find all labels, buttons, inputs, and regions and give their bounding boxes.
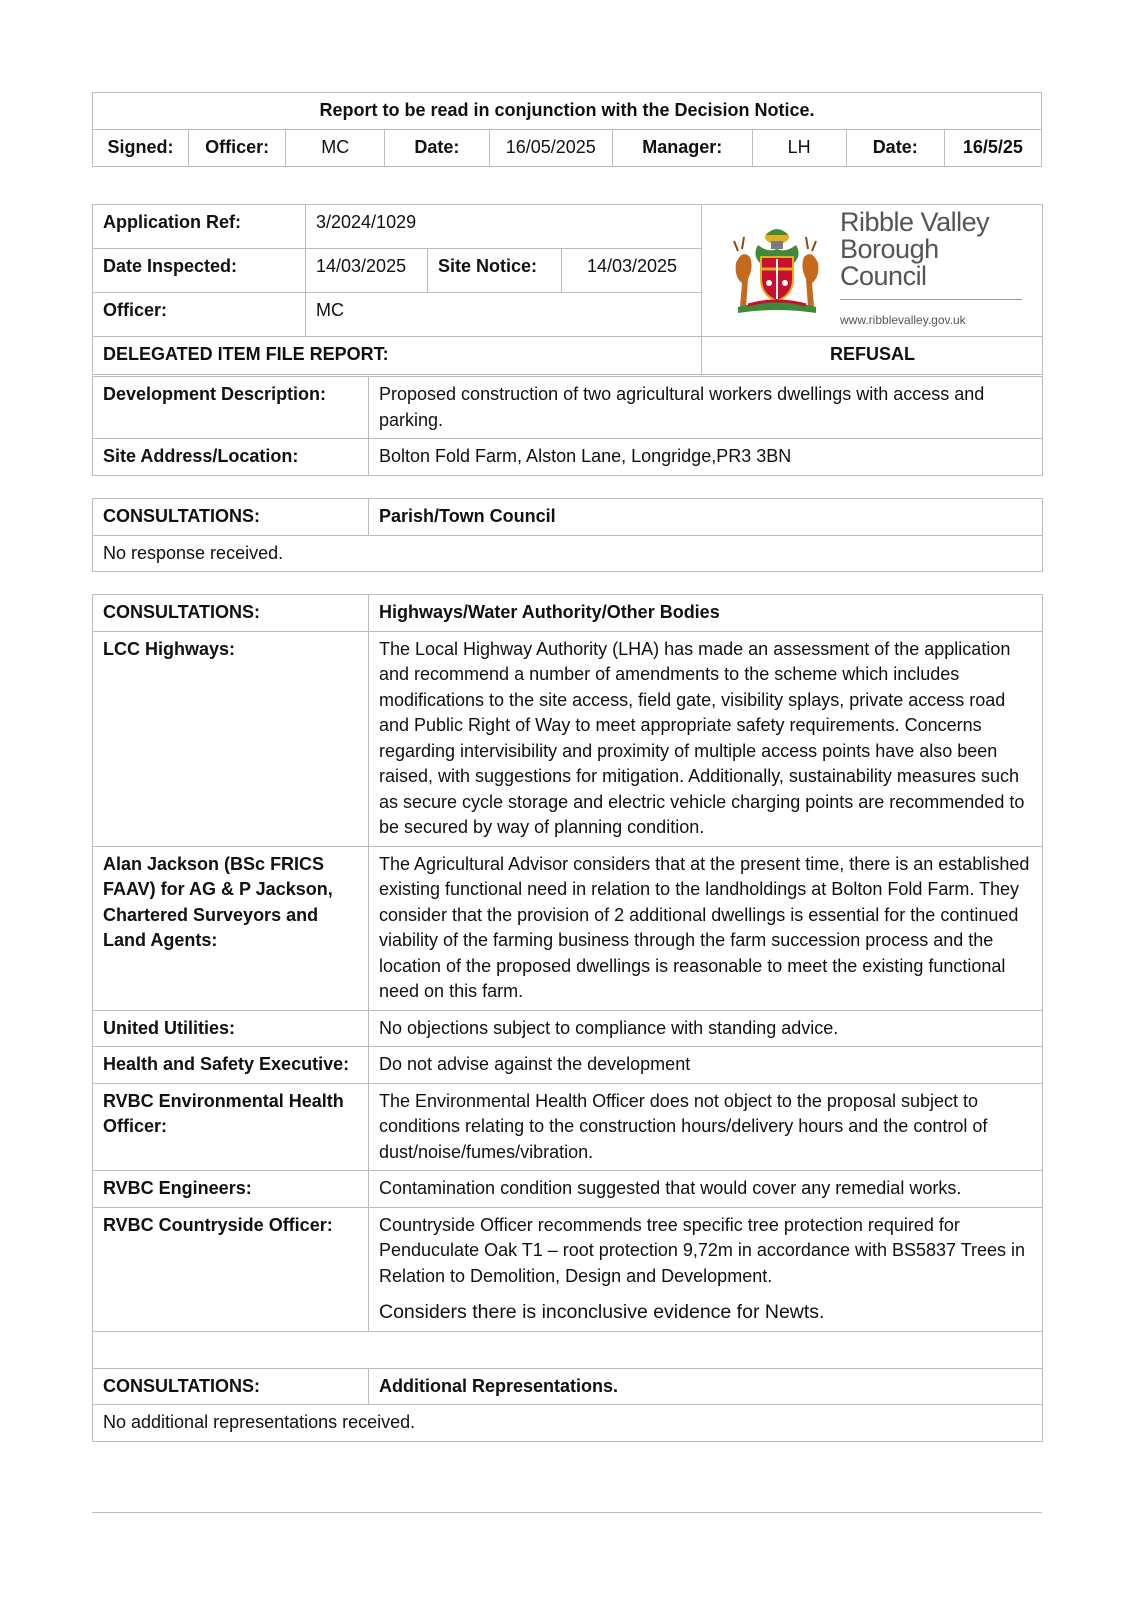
manager-label: Manager: [612,130,752,167]
site-address-value: Bolton Fold Farm, Alston Lane, Longridge,PR3 3BN [369,439,1043,476]
development-description-label: Development Description: [93,377,369,439]
date-value: 16/05/2025 [489,130,612,167]
site-address-label: Site Address/Location: [93,439,369,476]
decision-value: REFUSAL [702,336,1043,374]
parish-consultation-table [92,498,1042,572]
consultee-name: Alan Jackson (BSc FRICS FAAV) for AG & P Jackson, Chartered Surveyors and Land Agents: [93,846,369,1010]
signoff-table [92,92,1042,167]
consultee-row [93,1083,1043,1171]
parish-heading: Parish/Town Council [369,499,1043,536]
manager-value: LH [752,130,846,167]
logo-divider [840,299,1022,300]
additional-consultations-label: CONSULTATIONS: [93,1368,369,1405]
consultee-comment: Countryside Officer recommends tree specific tree protection required for Penduculate Oak T1 – root protection 9,72m in accordance with BS5837 Trees in Relation to Demolition, Design and Development. [379,1214,1026,1286]
officer-value: MC [286,130,385,167]
consultee-row [93,1047,1043,1084]
parish-consultations-label: CONSULTATIONS: [93,499,369,536]
bodies-consultation-table [92,594,1042,1442]
page-divider [92,1512,1042,1513]
consultee-name: RVBC Engineers: [93,1171,369,1208]
consultee-row [93,1207,1043,1331]
council-name-line2: Borough Council [840,234,939,291]
consultee-comment: The Agricultural Advisor considers that at the present time, there is an established existing functional need in relation to the landholdings at Bolton Fold Farm. They consider that the provision of 2 additional dwellings is essential for the continued viability of the farming business through the farm succession process and the location of the proposed dwellings is reasonable to meet the existing functional need on this farm. [369,846,1043,1010]
consultee-name: LCC Highways: [93,631,369,846]
consultee-row [93,1010,1043,1047]
signed-label: Signed: [93,130,189,167]
empty-row [93,1331,1043,1368]
site-notice-label: Site Notice: [428,248,562,292]
site-notice-value: 14/03/2025 [562,248,702,292]
council-website: www.ribblevalley.gov.uk [840,313,966,327]
bodies-heading: Highways/Water Authority/Other Bodies [369,595,1043,632]
application-ref-value: 3/2024/1029 [306,205,702,249]
consultee-name: RVBC Countryside Officer: [93,1207,369,1331]
application-ref-label: Application Ref: [93,205,306,249]
additional-response: No additional representations received. [93,1405,1043,1442]
council-name-line1: Ribble Valley [840,207,990,237]
officer-label: Officer: [189,130,286,167]
consultee-comment: The Environmental Health Officer does not object to the proposal subject to conditions relating to the construction hours/delivery hours and the control of dust/noise/fumes/vibration. [369,1083,1043,1171]
date-label: Date: [385,130,489,167]
development-table [92,376,1042,476]
report-title: Report to be read in conjunction with the Decision Notice. [93,93,1042,130]
consultee-comment-cell [369,1207,1043,1331]
date-inspected-label: Date Inspected: [93,248,306,292]
consultee-comment: No objections subject to compliance with standing advice. [369,1010,1043,1047]
council-crest-icon [728,223,826,319]
consultee-row [93,846,1043,1010]
date-inspected-value: 14/03/2025 [306,248,428,292]
consultee-row [93,1171,1043,1208]
consultee-comment-extra: Considers there is inconclusive evidence for Newts. [379,1301,825,1323]
manager-date-value: 16/5/25 [944,130,1041,167]
consultee-comment: The Local Highway Authority (LHA) has made an assessment of the application and recommend a number of amendments to the scheme which includes modifications to the site access, field gate, visibility splays, private access road and Public Right of Way to meet appropriate safety requirements. Concerns regarding intervisibility and proximity of multiple access points have also been raised, with suggestions for mitigation. Additionally, sustainability measures such as secure cycle storage and electric vehicle charging points are recommended to be secured by way of planning condition. [369,631,1043,846]
consultee-comment: Do not advise against the development [369,1047,1043,1084]
consultee-comment: Contamination condition suggested that would cover any remedial works. [369,1171,1043,1208]
council-name [840,209,1032,334]
consultee-name: United Utilities: [93,1010,369,1047]
council-logo [702,205,1043,337]
case-officer-label: Officer: [93,292,306,336]
additional-heading: Additional Representations. [369,1368,1043,1405]
case-officer-value: MC [306,292,702,336]
consultee-row [93,631,1043,846]
development-description-value: Proposed construction of two agricultural workers dwellings with access and parking. [369,377,1043,439]
consultee-name: Health and Safety Executive: [93,1047,369,1084]
bodies-consultations-label: CONSULTATIONS: [93,595,369,632]
application-table [92,204,1042,375]
consultee-name: RVBC Environmental Health Officer: [93,1083,369,1171]
report-type: DELEGATED ITEM FILE REPORT: [93,336,702,374]
manager-date-label: Date: [846,130,944,167]
parish-response: No response received. [93,535,1043,572]
